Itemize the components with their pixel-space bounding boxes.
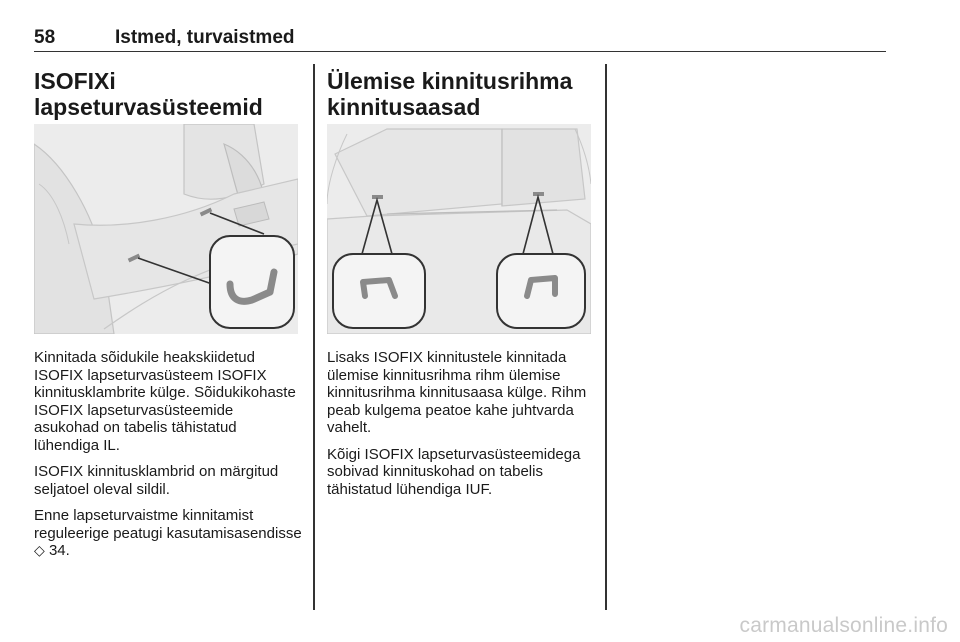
middle-body-text [327,349,597,507]
heading-line: Ülemise kinnitusrihma [327,68,573,94]
paragraph: Kinnitada sõidukile heakskiidetud ISOFIX lapseturvasüsteem ISOFIX kinnitusklambrite külge. Sõidukikohaste ISOFIX lapseturvasüsteemide asukohad on tabelis tähistatud lühendiga IL. [34,349,296,454]
paragraph [34,507,302,560]
tether-illustration [327,124,591,334]
watermark: carmanualsonline.info [739,614,948,637]
page-number: 58 [34,27,56,48]
reference-page: 34. [48,542,70,559]
paragraph-text: Enne lapseturvaistme kinnitamist reguleerige peatugi kasutamisasendisse [34,507,302,542]
left-column [34,68,302,120]
isofix-seat-drawing [34,124,298,334]
page-header [34,27,886,52]
middle-column [327,68,597,120]
page-reference-icon: ◇ [34,542,45,558]
column-divider-2 [605,64,607,610]
paragraph: ISOFIX kinnitusklambrid on märgitud seljatoel oleval sildil. [34,463,279,498]
paragraph: Lisaks ISOFIX kinnitustele kinnitada ülemise kinnitusrihma rihm ülemise kinnitusrihma kinnitusaasa külge. Rihm peab kulgema peatoe kahe juhtvarda vahelt. [327,349,587,436]
isofix-illustration [34,124,298,334]
chapter-title: Istmed, turvaistmed [115,27,295,48]
tether-loops-drawing [327,124,591,334]
tether-heading [327,68,597,120]
heading-line: ISOFIXi [34,68,116,94]
paragraph: Kõigi ISOFIX lapseturvasüsteemidega sobivad kinnituskohad on tabelis tähistatud lühendiga IUF. [327,445,581,498]
heading-line: lapseturvasüsteemid [34,94,263,120]
column-divider-1 [313,64,315,610]
isofix-heading [34,68,302,120]
left-body-text [34,349,302,569]
heading-line: kinnitusaasad [327,94,481,120]
